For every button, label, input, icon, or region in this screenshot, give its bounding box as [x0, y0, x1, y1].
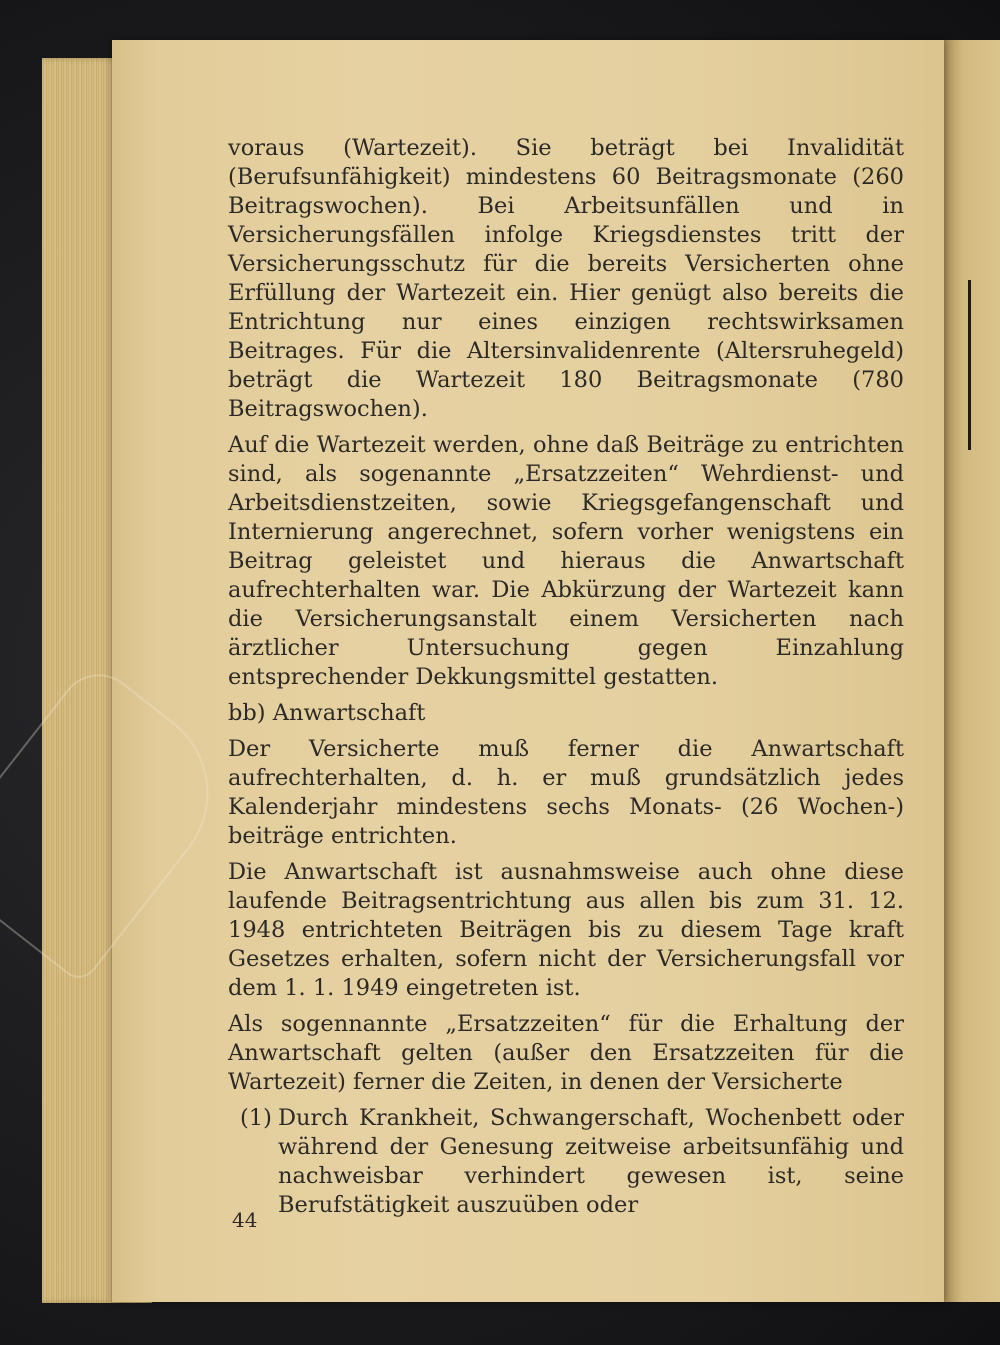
section-paragraph-3: Als sogennannte „Ersatzzeiten“ für die Erhaltung der Anwartschaft gelten (außer den Ersatzzeiten für die Wartezeit) ferner die Zeiten, in denen der Versicherte	[228, 1011, 904, 1095]
section-paragraph-2: Die Anwartschaft ist ausnahmsweise auch ohne diese laufende Beitragsentrichtung aus allen bis zum 31. 12. 1948 entrichteten Beiträgen bis zu diesem Tage kraft Gesetzes erhalten, sofern nicht der Versicherungsfall vor dem 1. 1. 1949 eingetreten ist.	[228, 859, 904, 1001]
page-body-text	[228, 134, 904, 1220]
list-item-text: Durch Krankheit, Schwangerschaft, Wochenbett oder während der Genesung zeitweise arbeitsunfähig und nachweisbar verhindert gewesen ist, seine Berufstätigkeit auszuüben oder	[278, 1105, 904, 1218]
section-heading: bb) Anwartschaft	[228, 700, 426, 726]
list-item-number: (1)	[240, 1105, 272, 1131]
section-paragraph-1: Der Versicherte muß ferner die Anwartschaft aufrechterhalten, d. h. er muß grundsätzlich jedes Kalenderjahr mindestens sechs Monats- (26 Wochen-) beiträge entrichten.	[228, 736, 904, 849]
page-number: 44	[232, 1208, 258, 1232]
paragraph-2: Auf die Wartezeit werden, ohne daß Beiträge zu entrichten sind, als sogenannte „Ersatzzeiten“ Wehrdienst- und Arbeitsdienstzeiten, sowie Kriegsgefangenschaft und Internierung angerechnet, sofern vorher wenigstens ein Beitrag geleistet und hieraus die Anwartschaft aufrechterhalten war. Die Abkürzung der Wartezeit kann die Versicherungsanstalt einem Versicherten nach ärztlicher Untersuchung gegen Einzahlung entsprechender Dekkungsmittel gestatten.	[228, 432, 904, 690]
facing-page-edge	[944, 40, 1000, 1302]
list-item	[228, 1104, 904, 1220]
paragraph-1: voraus (Wartezeit). Sie beträgt bei Invalidität (Berufsunfähigkeit) mindestens 60 Beitragsmonate (260 Beitragswochen). Bei Arbeitsunfällen und in Versicherungsfällen infolge Kriegsdienstes tritt der Versicherungsschutz für die bereits Versicherten ohne Erfüllung der Wartezeit ein. Hier genügt also bereits die Entrichtung nur eines einzigen rechtswirksamen Beitrages. Für die Altersinvalidenrente (Altersruhegeld) beträgt die Wartezeit 180 Beitragsmonate (780 Beitragswochen).	[228, 135, 904, 422]
